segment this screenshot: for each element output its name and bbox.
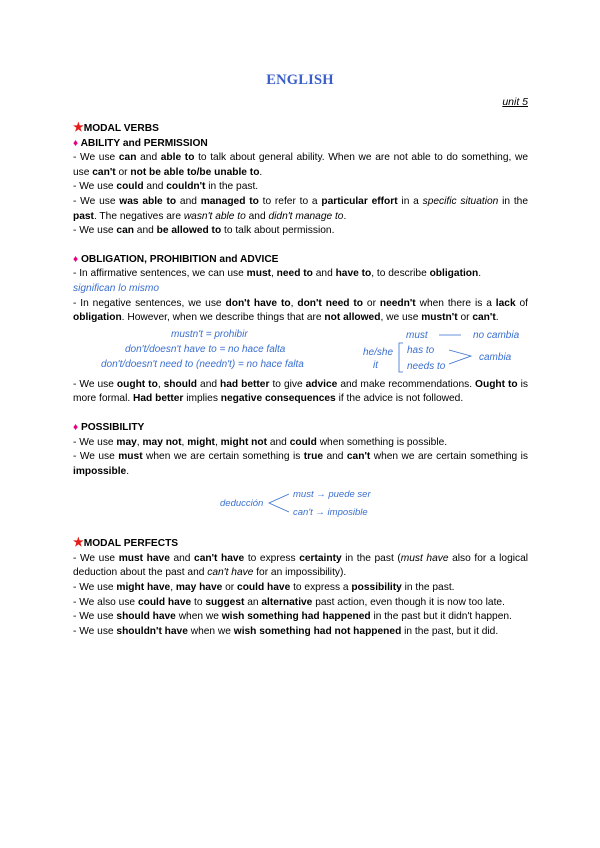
ability-line-2: - We use could and couldn't in the past. (73, 181, 259, 193)
handwritten-note: significan lo mismo (73, 282, 160, 294)
possibility-line-1: - We use may, may not, might, might not and could when something is possible. (73, 436, 448, 448)
diamond-icon: ♦ (73, 253, 79, 265)
obligation-line-3: - We use ought to, should and had better to give advice and make recommendations. Ought to is more formal. Had better implies negative consequences if the advice is not followed. (73, 378, 529, 405)
deduction-lines (73, 479, 528, 523)
perfects-line-4: - We use should have when we wish something had happened in the past but it didn't happen. (73, 611, 512, 623)
deduction-root: deducción (220, 498, 264, 510)
diagram-it: it (373, 359, 378, 371)
obligation-diagram (73, 326, 528, 378)
ability-line-1: - We use can and able to to talk about general ability. When we are not able to do something, we use can't or not be able to/be unable to. (73, 152, 528, 178)
perfects-line-5: - We use shouldn't have when we wish something had not happened in the past, but it did. (73, 625, 499, 637)
perfects-line-2: - We use might have, may have or could have to express a possibility in the past. (73, 582, 455, 594)
perfects-line-3: - We also use could have to suggest an alternative past action, even though it is now too late. (73, 596, 505, 608)
diamond-icon: ♦ (73, 137, 79, 149)
diamond-icon: ♦ (73, 421, 79, 433)
star-icon: ★ (73, 535, 84, 550)
unit-label: unit 5 (502, 96, 528, 108)
diagram-note-3: don't/doesn't need to (needn't) = no hace falta (101, 358, 304, 370)
diagram-cambia: cambia (479, 351, 512, 363)
ability-line-4: - We use can and be allowed to to talk about permission. (73, 225, 335, 237)
obligation-line-2: - In negative sentences, we use don't have to, don't need to or needn't when there is a lack of obligation. However, when we describe things that are not allowed, we use mustn't or can't. (73, 297, 529, 324)
page-title: ENGLISH (266, 72, 334, 88)
diagram-no-cambia: no cambia (473, 329, 520, 341)
modal-perfects-heading: ★MODAL PERFECTS (73, 535, 179, 550)
star-icon: ★ (73, 120, 84, 134)
diagram-lines (73, 326, 528, 378)
modal-verbs-heading: ★MODAL VERBS (73, 120, 159, 134)
deduction-bottom: can't → imposible (293, 507, 368, 519)
deduction-diagram (73, 479, 528, 523)
obligation-line-1: - In affirmative sentences, we can use must, need to and have to, to describe obligation. (73, 268, 482, 280)
diagram-note-2: don't/doesn't have to = no hace falta (125, 343, 286, 355)
ability-heading: ♦ ABILITY and PERMISSION (73, 137, 208, 149)
diagram-subject: he/she (363, 346, 394, 358)
possibility-line-2: - We use must when we are certain something is true and can't when we are certain something is impossible. (73, 451, 528, 477)
content (73, 120, 528, 639)
diagram-must: must (406, 329, 428, 341)
diagram-note-1: mustn't = prohibir (171, 328, 248, 340)
diagram-has-to: has to (407, 344, 435, 356)
deduction-top: must → puede ser (293, 489, 371, 501)
diagram-needs-to: needs to (407, 360, 446, 372)
possibility-heading: ♦ POSSIBILITY (73, 421, 145, 433)
perfects-line-1: - We use must have and can't have to express certainty in the past (must have also for a logical deduction about the past and can't have for an impossibility). (73, 552, 529, 579)
obligation-heading: ♦ OBLIGATION, PROHIBITION and ADVICE (73, 253, 279, 265)
ability-line-3: - We use was able to and managed to to refer to a particular effort in a specific situation in the past. The negatives are wasn't able to and didn't manage to. (73, 195, 528, 222)
